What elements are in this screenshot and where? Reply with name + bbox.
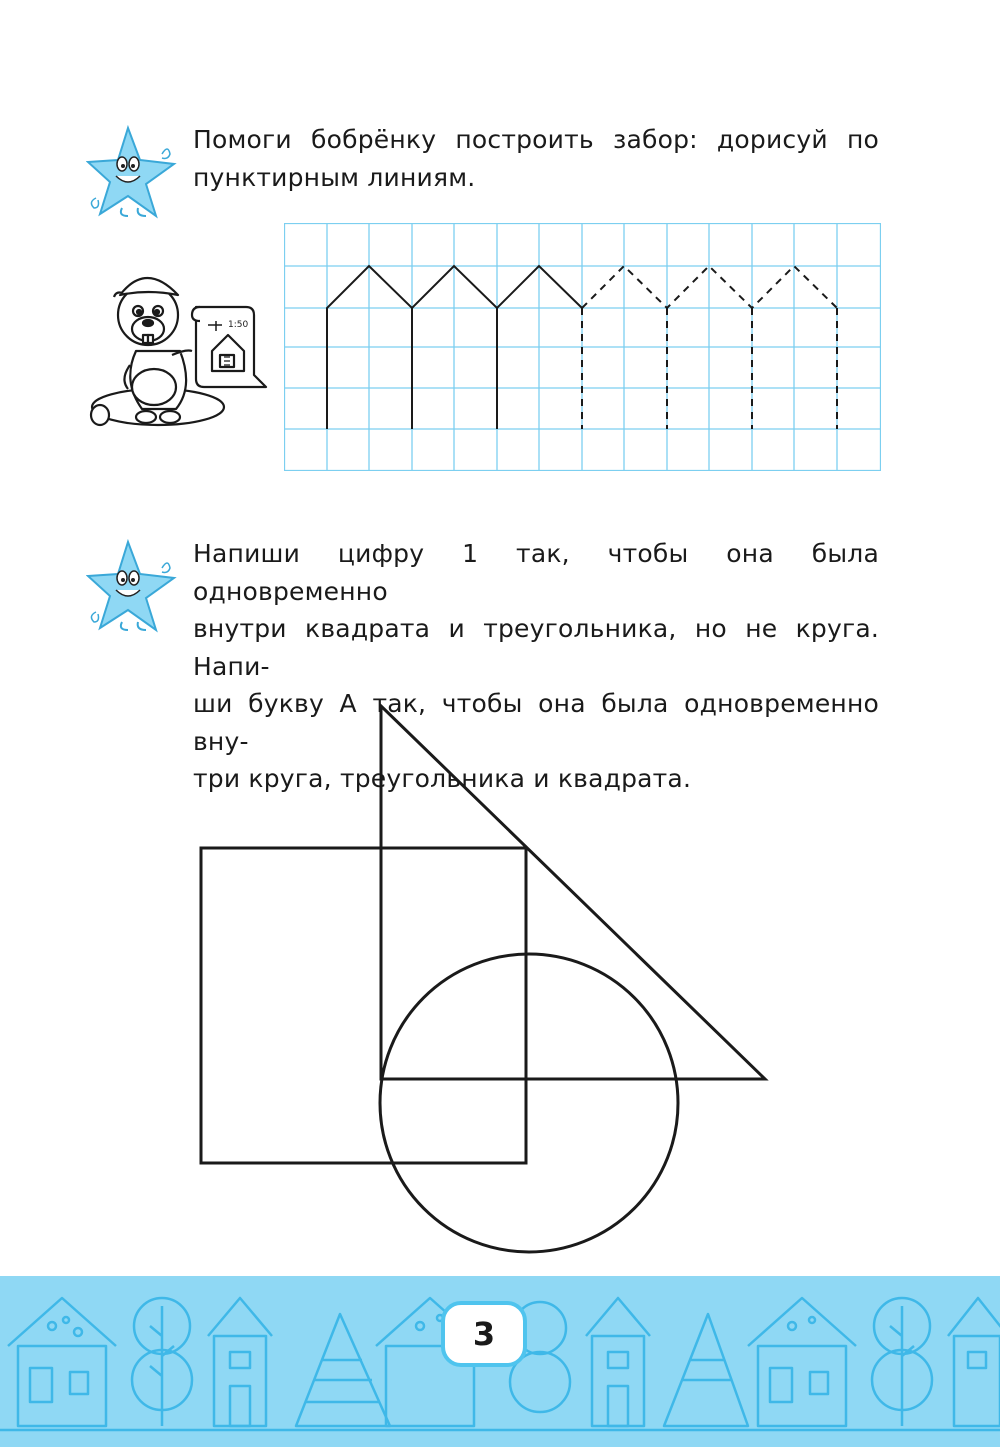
square-shape[interactable]: [201, 848, 526, 1163]
beaver-illustration: [88, 255, 273, 440]
triangle-shape[interactable]: [381, 706, 765, 1079]
task2-line: Напиши цифру 1 так, чтобы она была одновременно: [193, 539, 879, 606]
shapes-figure[interactable]: [190, 700, 780, 1260]
beaver-sign-label: 1:50: [228, 320, 249, 330]
task2-line: ши букву А так, чтобы она была одновременно вну-: [193, 689, 879, 756]
task1-line: пунктирным линиям.: [193, 162, 476, 192]
page-number: 3: [441, 1301, 527, 1367]
task2-line: внутри квадрата и треугольника, но не круга. Напи-: [193, 614, 879, 681]
task2-line: три круга, треугольника и квадрата.: [193, 764, 692, 793]
star-mascot-icon: [86, 538, 181, 633]
task1-line: Помоги бобрёнку построить забор: дорисуй по: [193, 125, 879, 154]
star-mascot-icon: [86, 124, 181, 219]
fence-drawing-grid[interactable]: [284, 223, 881, 471]
task1-instructions: [193, 121, 879, 196]
circle-shape[interactable]: [380, 954, 678, 1252]
